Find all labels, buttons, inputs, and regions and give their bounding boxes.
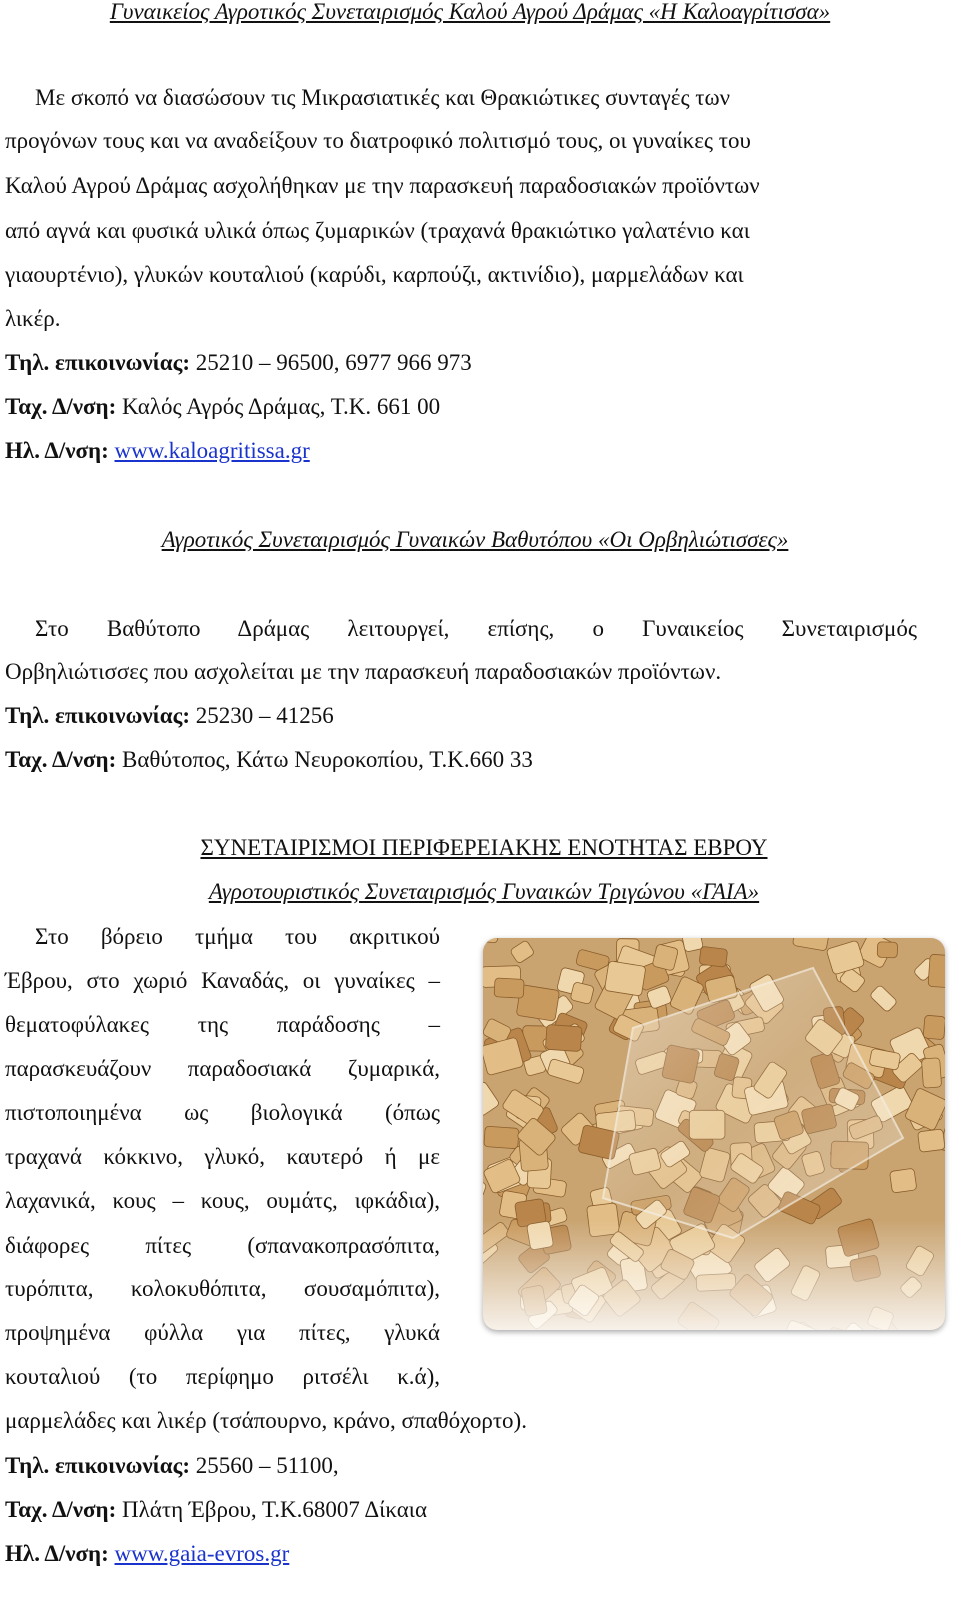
section3-line-5: πιστοποιημένα ως βιολογικά (όπως — [5, 1100, 440, 1125]
section2-address-label: Ταχ. Δ/νση: — [5, 747, 117, 772]
section3-web-link[interactable]: www.gaia-evros.gr — [114, 1541, 290, 1566]
section1-web-link[interactable]: www.kaloagritissa.gr — [114, 438, 310, 463]
section3-line-3: θεματοφύλακες της παράδοσης – — [5, 1012, 440, 1037]
section1-line-2: προγόνων τους και να αναδείξουν το διατροφικό πολιτισμό τους, οι γυναίκες του — [5, 128, 751, 153]
section1-line-1-text: Με σκοπό να διασώσουν τις Μικρασιατικές και Θρακιώτικες συνταγές των — [35, 85, 731, 110]
section2-phone — [5, 701, 334, 731]
section2-address-value: Βαθύτοπος, Κάτω Νευροκοπίου, Τ.Κ.660 33 — [116, 747, 533, 772]
pasta-illustration — [483, 938, 945, 1330]
section1-address-value: Καλός Αγρός Δράμας, Τ.Κ. 661 00 — [116, 394, 441, 419]
section3-line-10: προψημένα φύλλα για πίτες, γλυκά — [5, 1320, 440, 1345]
section1-line-6: λικέρ. — [5, 306, 61, 331]
section1-phone-value: 25210 – 96500, 6977 966 973 — [190, 350, 472, 375]
section1-heading: Γυναικείος Αγροτικός Συνεταιρισμός Καλού Αγρού Δράμας «Η Καλοαγρίτισσα» — [109, 0, 831, 24]
section3-web — [5, 1539, 289, 1569]
section3-line-11: κουταλιού (το περίφημο ριτσέλι κ.ά), — [5, 1364, 440, 1389]
section3-phone-value: 25560 – 51100, — [190, 1453, 339, 1478]
section1-phone — [5, 348, 472, 378]
section3-line-4: παρασκευάζουν παραδοσιακά ζυμαρικά, — [5, 1056, 440, 1081]
section2-phone-value: 25230 – 41256 — [190, 703, 334, 728]
section3-last-line: μαρμελάδες και λικέρ (τσάπουρνο, κράνο, σπαθόχορτο). — [5, 1408, 527, 1433]
section1-web — [5, 436, 310, 466]
section3-web-label: Ηλ. Δ/νση: — [5, 1541, 109, 1566]
section2-line-2: Ορβηλιώτισσες που ασχολείται με την παρασκευή παραδοσιακών προϊόντων. — [5, 659, 722, 684]
section2-heading: Αγροτικός Συνεταιρισμός Γυναικών Βαθυτόπου «Οι Ορβηλιώτισσες» — [161, 527, 789, 552]
section3-line-7: λαχανικά, κους – κους, ουμάτς, ιφκάδια), — [5, 1188, 440, 1213]
section1-address — [5, 392, 440, 422]
section3-heading: Αγροτουριστικός Συνεταιρισμός Γυναικών Τριγώνου «ΓΑΙΑ» — [208, 879, 760, 904]
section3-address-label: Ταχ. Δ/νση: — [5, 1497, 117, 1522]
section3-line-2: Έβρου, στο χωριό Καναδάς, οι γυναίκες – — [5, 968, 440, 993]
section1-phone-label: Τηλ. επικοινωνίας: — [5, 350, 190, 375]
section3-line-1: Στο βόρειο τμήμα του ακριτικού — [35, 924, 440, 949]
section3-address — [5, 1495, 427, 1525]
section3-line-8: διάφορες πίτες (σπανακοπρασόπιτα, — [5, 1233, 440, 1258]
section3-phone-label: Τηλ. επικοινωνίας: — [5, 1453, 190, 1478]
pasta-bag-photo — [483, 938, 945, 1330]
section3-phone — [5, 1451, 339, 1481]
section2-address — [5, 745, 533, 775]
section3-region-heading: ΣΥΝΕΤΑΙΡΙΣΜΟΙ ΠΕΡΙΦΕΡΕΙΑΚΗΣ ΕΝΟΤΗΤΑΣ ΕΒΡΟΥ — [200, 835, 768, 860]
section1-line-1 — [35, 83, 917, 113]
section3-address-value: Πλάτη Έβρου, Τ.Κ.68007 Δίκαια — [116, 1497, 428, 1522]
section3-line-6: τραχανά κόκκινο, γλυκό, καυτερό ή με — [5, 1144, 440, 1169]
section1-web-label: Ηλ. Δ/νση: — [5, 438, 109, 463]
section2-phone-label: Τηλ. επικοινωνίας: — [5, 703, 190, 728]
section1-line-5: γιαουρτένιο), γλυκών κουταλιού (καρύδι, καρπούζι, ακτινίδιο), μαρμελάδων και — [5, 262, 744, 287]
section1-address-label: Ταχ. Δ/νση: — [5, 394, 117, 419]
section1-line-3: Καλού Αγρού Δράμας ασχολήθηκαν με την παρασκευή παραδοσιακών προϊόντων — [5, 173, 760, 198]
section2-line-1: Στο Βαθύτοπο Δράμας λειτουργεί, επίσης, ο Γυναικείος Συνεταιρισμός — [35, 616, 917, 641]
section3-line-9: τυρόπιτα, κολοκυθόπιτα, σουσαμόπιτα), — [5, 1276, 440, 1301]
section1-line-4: από αγνά και φυσικά υλικά όπως ζυμαρικών (τραχανά θρακιώτικο γαλατένιο και — [5, 218, 750, 243]
